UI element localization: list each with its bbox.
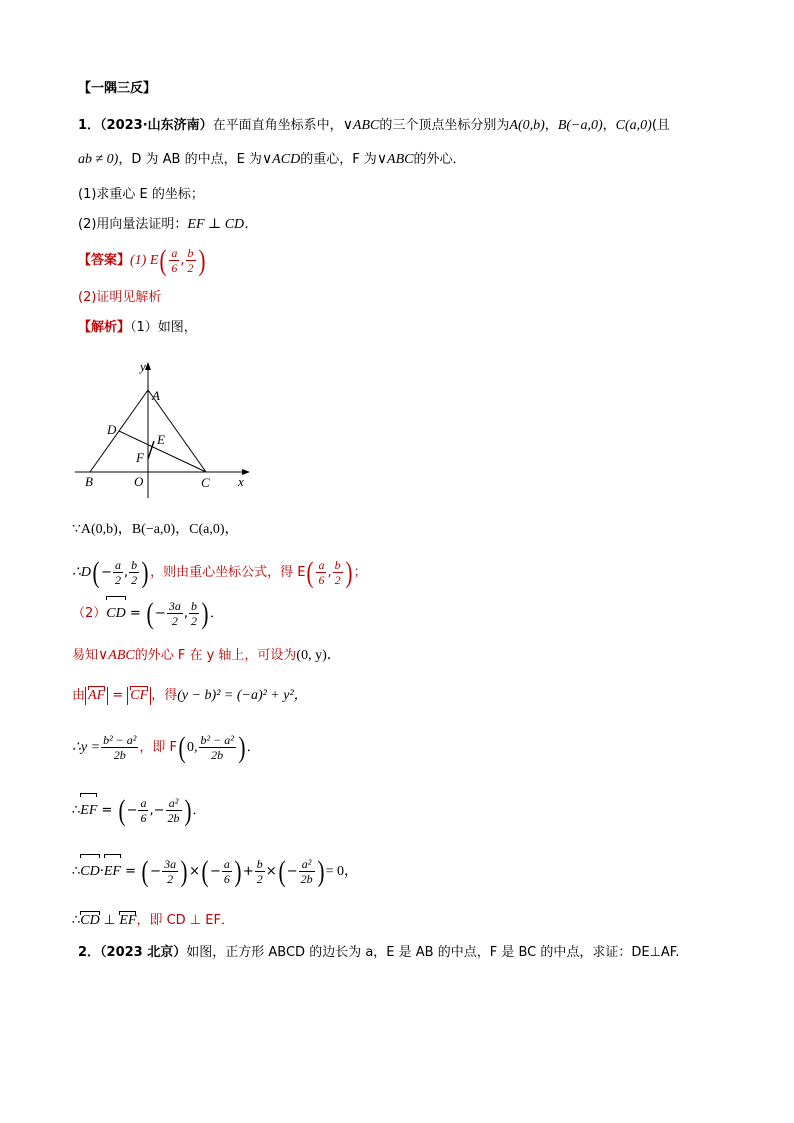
label-d: D [107,422,117,437]
solution-step-6: ∴y = $\frac{\text{b² − a²}}{2b}$ ，即 F( 0, $\frac{\text{b² − a²}}{2b}$ ) ． [72,730,260,764]
label-f: F [136,450,144,465]
question-1-part-1: (1)求重心 E 的坐标； [78,187,204,202]
label-o: O [134,474,144,489]
question-2-number: 2． [78,945,101,960]
coordinate-figure [70,358,260,503]
question-1-line-2: ab ≠ 0)，D 为 AB 的中点，E 为∨ACD的重心，F 为∨ABC的外心． [78,152,466,167]
answer-line-1: 【答案】(1) E( $\frac{a}{6}$ , $\frac{b}{2}$ ) [78,243,206,277]
question-2-source: （2023 北京） [100,945,187,960]
answer-line-2: (2)证明见解析 [78,290,162,305]
label-x: x [238,474,244,489]
label-b: B [85,474,93,489]
answer-label: 【答案】 [78,253,131,268]
question-1-part-2: (2)用向量法证明：EF ⊥ CD． [78,217,259,232]
solution-label: 【解析】 [78,320,131,335]
solution-step-8: ∴CD·EF = ( − $\frac{3a}{2}$ ) ×( − $\frac{a}{6}$ ) + $\frac{b}{2}$ ×( − $\frac{\text{a²}}{2b}$ ) = 0， [72,854,358,888]
label-a: A [152,388,160,403]
question-1-line-1: 1．（2023·山东济南）在平面直角坐标系中，∨ABC的三个顶点坐标分别为A(0,b)，B(−a,0)，C(a,0)(且 [78,118,670,133]
segment-fe [148,441,154,459]
solution-step-3: （2）CD = ( − $\frac{3a}{2}$ , $\frac{b}{2}$ ) ． [72,596,223,630]
solution-step-2: ∴D( − $\frac{a}{2}$ , $\frac{b}{2}$ ) ，则由重心坐标公式，得 E( $\frac{a}{6}$ , $\frac{b}{2}$ ) ； [72,555,367,589]
label-c: C [201,475,210,490]
solution-step-7: ∴EF = ( − $\frac{a}{6}$ ,− $\frac{\text{a²}}{2b}$ ) ． [72,793,206,827]
solution-step-9: ∴CD ⊥ EF，即 CD ⊥ EF． [72,913,234,928]
label-y: y [140,359,146,374]
question-source: （2023·山东济南） [100,118,213,133]
section-heading: 【一隅三反】 [78,81,157,96]
question-2: 2．（2023 北京）如图，正方形 ABCD 的边长为 a，E 是 AB 的中点，F 是 BC 的中点，求证：DE⊥AF. [78,945,680,960]
solution-step-1: ∵A(0,b)，B(−a,0)，C(a,0)， [72,522,239,537]
solution-step-5: 由 AF = CF ，得(y − b)² = (−a)² + y²， [72,688,308,703]
solution-step-4: 易知∨ABC的外心 F 在 y 轴上，可设为(0, y)． [72,648,341,663]
label-e: E [157,432,165,447]
y-axis-arrow [145,362,151,370]
question-number: 1． [78,118,101,133]
solution-intro: 【解析】（1）如图， [78,320,197,335]
